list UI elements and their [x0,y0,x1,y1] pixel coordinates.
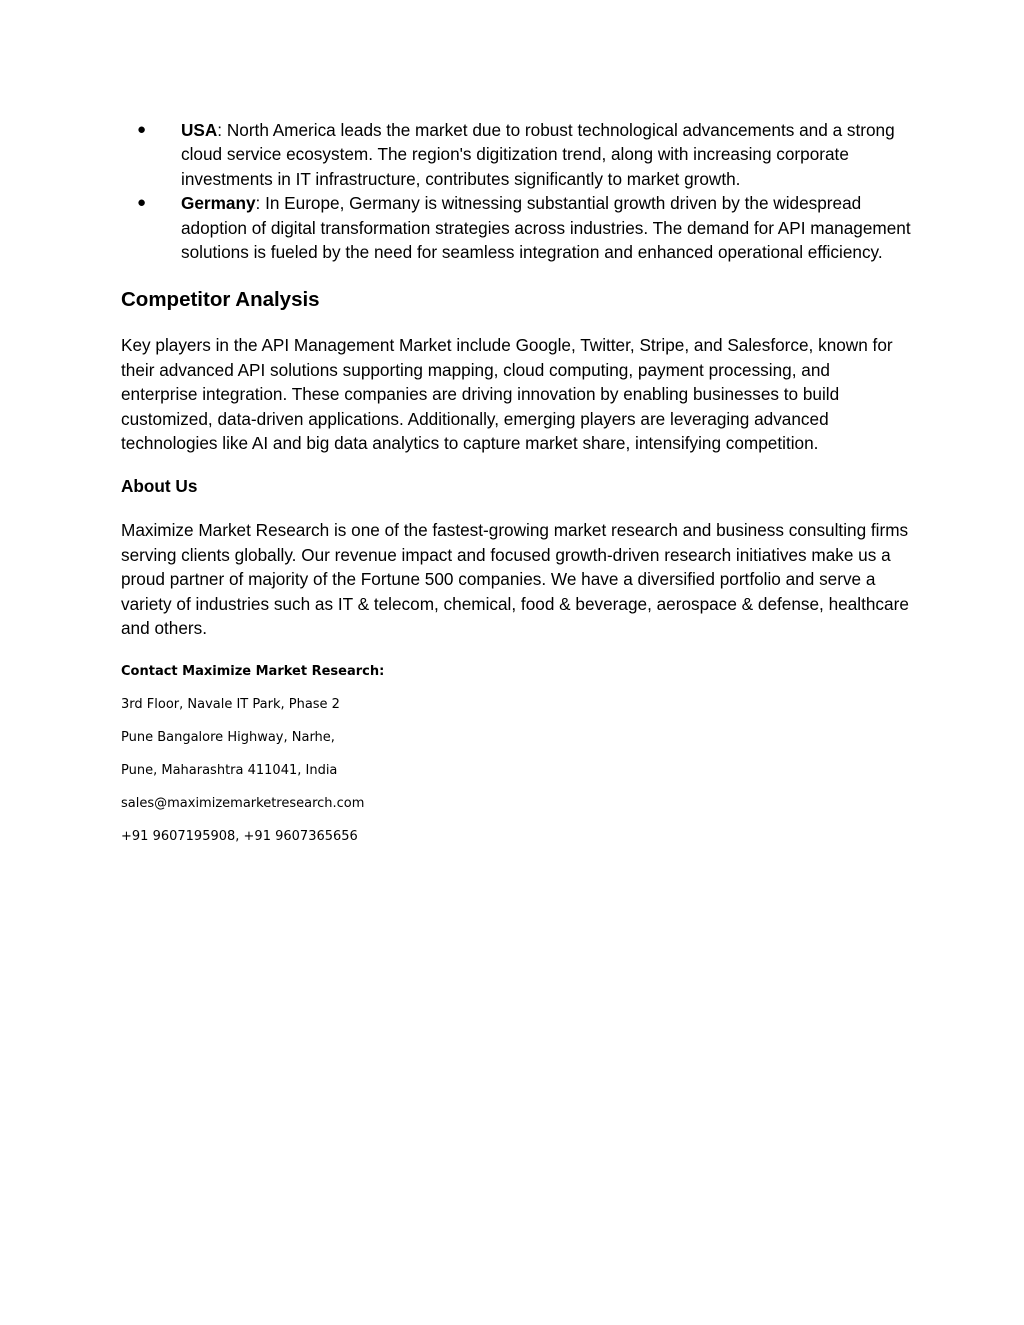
contact-block [121,663,911,846]
document-page [121,118,911,846]
competitor-analysis-heading: Competitor Analysis [121,288,320,312]
contact-phones: +91 9607195908, +91 9607365656 [121,828,358,844]
about-us-paragraph: Maximize Market Research is one of the fastest-growing market research and business consulting firms serving clients globally. Our revenue impact and focused growth-driven research initiatives make us a proud partner of majority of the Fortune 500 companies. We have a diversified portfolio and serve a variety of industries such as IT & telecom, chemical, food & beverage, aerospace & defense, healthcare and others. [121,520,909,639]
contact-address-line-3: Pune, Maharashtra 411041, India [121,762,338,778]
contact-address-line-1: 3rd Floor, Navale IT Park, Phase 2 [121,696,340,712]
bullet-text: : In Europe, Germany is witnessing substantial growth driven by the widespread adoption of digital transformation strategies across industries. The demand for API management solutions is fueled by the need for seamless integration and enhanced operational efficiency. [181,193,911,263]
bullet-dot-icon: ● [137,194,147,212]
bullet-term: Germany [181,193,256,214]
bullet-dot-icon: ● [137,121,147,138]
bullet-item-usa [121,118,911,191]
contact-address-line-2: Pune Bangalore Highway, Narhe, [121,729,335,745]
bullet-item-germany [121,191,911,264]
contact-heading: Contact Maximize Market Research: [121,663,385,679]
bullet-term: USA [181,120,218,140]
bullet-text: : North America leads the market due to robust technological advancements and a strong cloud service ecosystem. The region's digitization trend, along with increasing corporate investments in IT infrastructure, contributes significantly to market growth. [181,120,895,189]
region-bullet-list [121,118,911,264]
about-us-heading: About Us [121,476,198,497]
contact-email: sales@maximizemarketresearch.com [121,795,365,811]
competitor-analysis-paragraph: Key players in the API Management Market include Google, Twitter, Stripe, and Salesforce, known for their advanced API solutions supporting mapping, cloud computing, payment processing, and enterprise integration. These companies are driving innovation by enabling businesses to build customized, data-driven applications. Additionally, emerging players are leveraging advanced technologies like AI and big data analytics to capture market share, intensifying competition. [121,335,893,454]
